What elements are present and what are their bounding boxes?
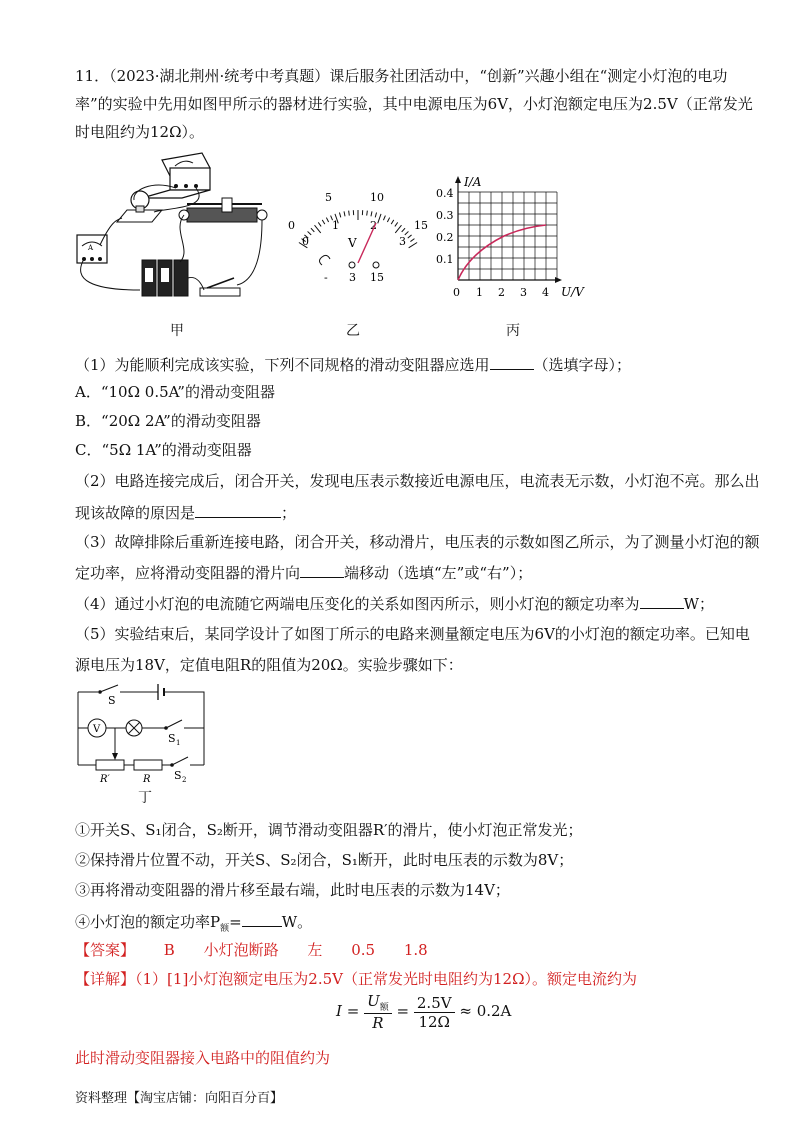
question-stem: 课后服务社团活动中，“创新”兴趣小组在“测定小灯泡的电功: [329, 67, 728, 85]
top-scale-15: 15: [414, 219, 428, 232]
switch-s1-label: S: [168, 732, 176, 745]
bottom-scale-3: 3: [399, 235, 406, 248]
part-3-line-1: （3）故障排除后重新连接电路，闭合开关，移动滑片，电压表的示数如图乙所示，为了测量小灯泡的额: [75, 533, 760, 551]
question-line-2: 率”的实验中先用如图甲所示的器材进行实验，其中电源电压为6V，小灯泡额定电压为2.5V（正常发光: [75, 95, 753, 113]
step-4-eq: =: [229, 913, 242, 931]
formula-num-1: U: [367, 992, 380, 1010]
part-2-line-2: [75, 501, 296, 523]
dial-tick: [315, 225, 321, 233]
answer-line: [75, 940, 428, 960]
dial-tick: [311, 228, 314, 232]
detail-next: 此时滑动变阻器接入电路中的阻值约为: [75, 1049, 331, 1067]
dial-tick: [395, 225, 401, 233]
switch-s2-sub: 2: [182, 776, 187, 784]
caption-yi: 乙: [346, 323, 360, 339]
formula-eq-1: =: [346, 1002, 360, 1020]
switch-s2-label: S: [174, 769, 182, 782]
formula-frac-1: [364, 992, 392, 1032]
dial-tick: [409, 242, 417, 247]
y-tick-0.3: 0.3: [436, 209, 454, 222]
question-line-3: 时电阻约为12Ω）。: [75, 123, 205, 141]
y-tick-0.1: 0.1: [436, 253, 454, 266]
part-1: [75, 353, 631, 375]
terminal-3-knob: [349, 262, 355, 268]
answer-value-3: 左: [307, 941, 323, 959]
dial-tick: [402, 228, 405, 232]
part-5-line-1: （5）实验结束后，某同学设计了如图丁所示的电路来测量额定电压为6V的小灯泡的额定功率。已知电: [75, 625, 750, 643]
dial-tick: [339, 213, 340, 218]
part-2-tail: ；: [281, 504, 297, 522]
switch-s-label: S: [108, 694, 116, 707]
formula-lhs: I: [336, 1002, 342, 1020]
dial-tick: [375, 213, 376, 218]
detail-line: [75, 969, 637, 989]
detail-label: 【详解】: [75, 970, 136, 988]
part-3-line-2: [75, 561, 532, 583]
terminal-15-label: 15: [370, 271, 384, 284]
step-4-sub: 额: [220, 924, 230, 934]
x-tick-2: 2: [498, 286, 505, 299]
formula-frac-2: [414, 994, 455, 1031]
current-formula: [336, 992, 511, 1032]
bottom-scale-2: 2: [370, 219, 377, 232]
rheostat: [179, 198, 267, 222]
top-scale-10: 10: [370, 191, 384, 204]
part-4-text: （4）通过小灯泡的电流随它两端电压变化的关系如图丙所示，则小灯泡的额定功率为: [75, 595, 640, 613]
question-number: 11．: [75, 67, 110, 85]
r-label: R: [143, 774, 151, 785]
part-1-text: （1）为能顺利完成该实验，下列不同规格的滑动变阻器应选用: [75, 356, 490, 374]
part-2-line-1: （2）电路连接完成后，闭合开关，发现电压表示数接近电源电压，电流表无示数，小灯泡不亮。那么出: [75, 472, 760, 490]
part-3-tail: 端移动（选填“左”或“右”）；: [344, 564, 533, 582]
option-a: A．“10Ω 0.5A”的滑动变阻器: [75, 383, 275, 401]
step-2: ②保持滑片位置不动，开关S、S₂闭合，S₁断开，此时电压表的示数为8V；: [75, 851, 574, 869]
caption-bing: 丙: [506, 323, 520, 339]
answer-value-2: 小灯泡断路: [203, 941, 279, 959]
dial-tick: [367, 211, 368, 216]
x-tick-4: 4: [542, 286, 549, 299]
switch-s1-sub: 1: [176, 739, 181, 747]
part-2-text: 现该故障的原因是: [75, 504, 196, 522]
y-tick-0.2: 0.2: [436, 231, 454, 244]
terminal-neg-label: -: [324, 271, 328, 284]
voltmeter-box: [142, 153, 210, 198]
formula-den-1: R: [372, 1014, 384, 1032]
step-4-text: ④小灯泡的额定功率P: [75, 913, 221, 931]
figure-bing-iu-graph: [428, 172, 598, 302]
answer-label: 【答案】: [75, 941, 136, 959]
part-1-tail: （选填字母）；: [533, 356, 632, 374]
meter-unit: V: [348, 236, 357, 250]
page-footer: 资料整理【淘宝店铺：向阳百分百】: [75, 1091, 284, 1106]
detail-text: （1）[1]小灯泡额定电压为2.5V（正常发光时电阻约为12Ω）。额定电流约为: [135, 970, 638, 988]
step-1: ①开关S、S₁闭合，S₂断开，调节滑动变阻器R′的滑片，使小灯泡正常发光；: [75, 821, 583, 839]
part-5-line-2: 源电压为18V，定值电阻R的阻值为20Ω。实验步骤如下：: [75, 656, 463, 674]
step-4-tail: W。: [281, 913, 313, 931]
dial-tick: [322, 220, 325, 224]
part-4-tail: W；: [683, 595, 714, 613]
answer-value-4: 0.5: [351, 941, 376, 959]
dial-tick: [371, 211, 372, 216]
figure-jia-apparatus: [72, 150, 282, 310]
dial-tick: [318, 222, 321, 226]
svg-text:A: A: [88, 244, 94, 252]
option-c: C．“5Ω 1A”的滑动变阻器: [75, 441, 252, 459]
rheostat-symbol: [96, 760, 124, 770]
bottom-scale-0: 0: [302, 235, 309, 248]
battery-pack: [142, 260, 188, 296]
dial-tick: [395, 222, 398, 226]
terminal-neg-knob: [320, 255, 331, 265]
question-source: （2023·湖北荆州·统考中考真题）: [109, 67, 330, 85]
part-4: [75, 592, 714, 614]
y-axis-label: I/A: [464, 175, 482, 189]
x-tick-0: 0: [453, 286, 460, 299]
graph-grid: [458, 192, 557, 280]
dial-tick: [410, 239, 414, 242]
dial-tick: [383, 216, 385, 221]
meter-needle: [358, 223, 376, 263]
answer-blank-1[interactable]: [490, 353, 534, 370]
terminal-3-label: 3: [349, 271, 356, 284]
resistor-r-symbol: [134, 760, 162, 770]
step-4: [75, 910, 312, 939]
x-axis-label: U/V: [561, 285, 584, 299]
top-scale-5: 5: [325, 191, 332, 204]
answer-value-5: 1.8: [403, 941, 428, 959]
dial-tick: [391, 220, 394, 224]
formula-result: ≈ 0.2A: [459, 1002, 512, 1020]
dial-tick: [326, 218, 328, 222]
dial-tick: [344, 211, 345, 216]
caption-ding: 丁: [138, 790, 152, 806]
formula-eq-2: =: [396, 1002, 410, 1020]
y-tick-0.4: 0.4: [436, 187, 454, 200]
answer-value-1: B: [163, 941, 175, 959]
switch-s-blade: [100, 685, 118, 692]
option-b: B．“20Ω 2A”的滑动变阻器: [75, 412, 261, 430]
terminal-15-knob: [373, 262, 379, 268]
formula-den-2: 12Ω: [418, 1012, 450, 1031]
dial-tick: [387, 218, 389, 222]
switch-s2-blade: [172, 757, 188, 765]
voltmeter-label: V: [93, 724, 101, 735]
bottom-scale-1: 1: [332, 219, 339, 232]
figure-yi-voltmeter-dial: [280, 185, 430, 295]
formula-num-2: 2.5V: [414, 994, 455, 1013]
answer-blank-2[interactable]: [195, 501, 281, 518]
switch-device: [200, 278, 240, 296]
step-3: ③再将滑动变阻器的滑片移至最右端，此时电压表的示数为14V；: [75, 881, 510, 899]
caption-jia: 甲: [170, 323, 184, 339]
top-scale-0: 0: [288, 219, 295, 232]
x-tick-3: 3: [520, 286, 527, 299]
part-3-text: 定功率，应将滑动变阻器的滑片向: [75, 564, 301, 582]
answer-blank-4[interactable]: [640, 592, 684, 609]
answer-blank-3[interactable]: [300, 561, 344, 578]
r-prime-label: R′: [100, 774, 110, 785]
dial-tick: [378, 214, 381, 223]
formula-num-1-sub: 额: [379, 1003, 389, 1013]
dial-tick: [408, 235, 412, 238]
x-tick-1: 1: [476, 286, 483, 299]
question-line-1: [75, 66, 727, 86]
dial-tick: [349, 211, 350, 216]
switch-s1-blade: [166, 720, 182, 728]
answer-blank-5[interactable]: [242, 910, 282, 927]
